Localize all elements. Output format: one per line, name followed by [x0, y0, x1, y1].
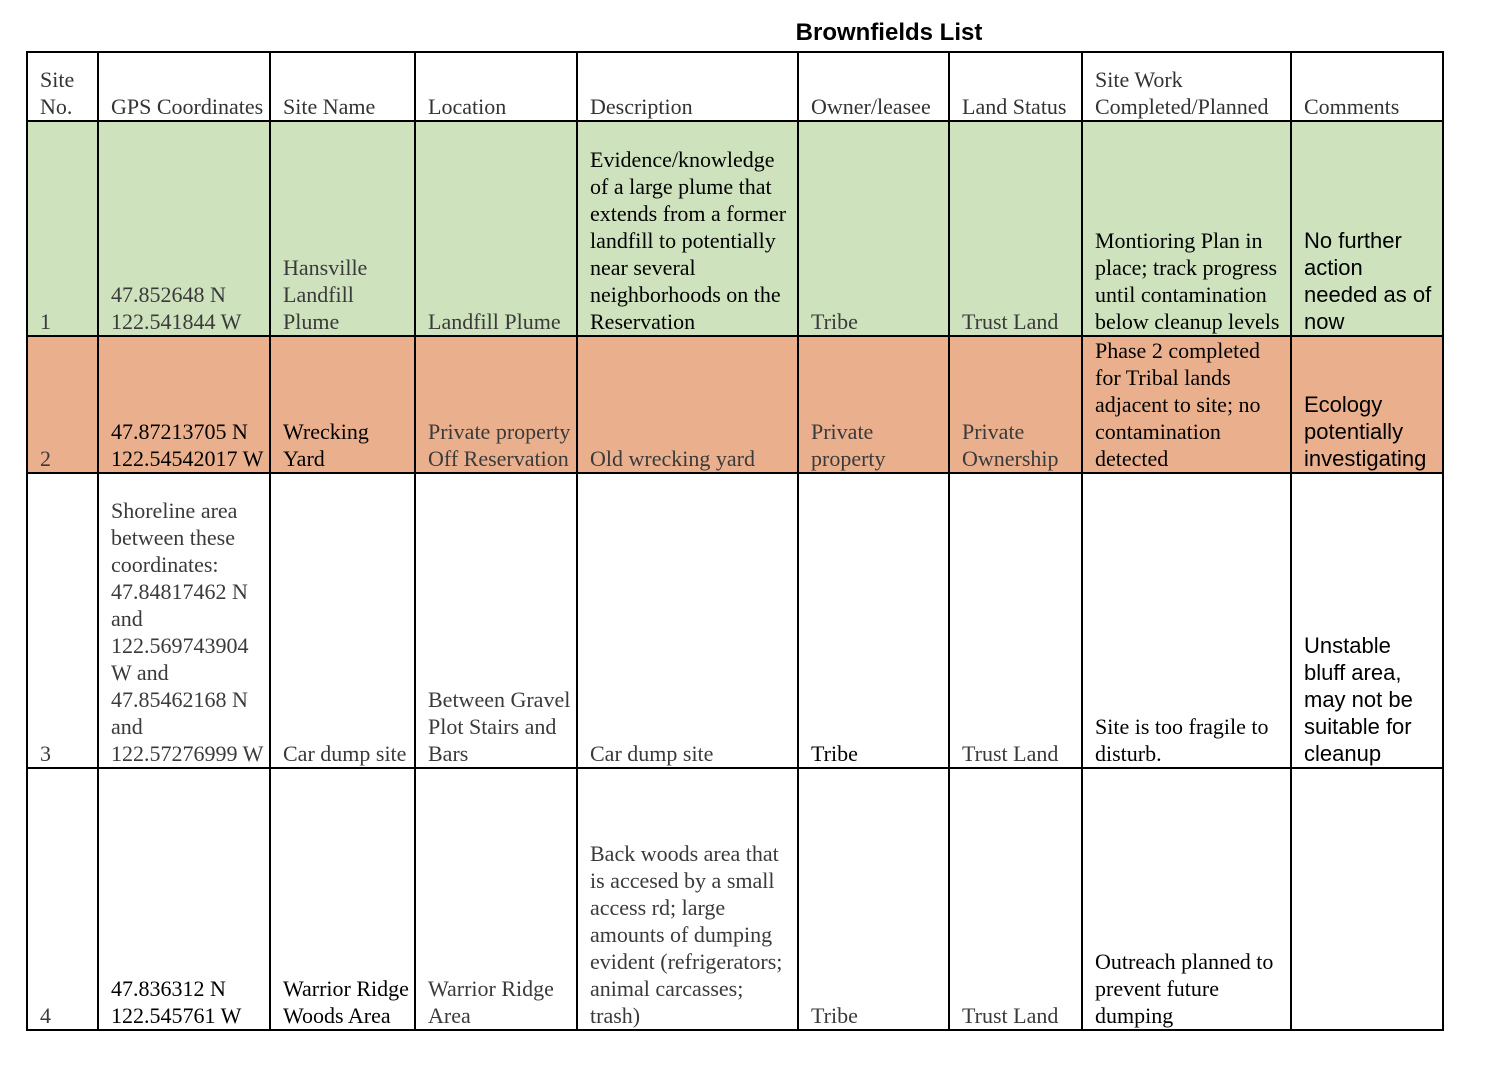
cell-owner: Private property — [798, 336, 949, 473]
header-land-status: Land Status — [949, 52, 1082, 121]
brownfields-table — [26, 51, 1444, 1031]
cell-location: Landfill Plume — [415, 121, 577, 336]
cell-site-name: Warrior Ridge Woods Area — [270, 768, 415, 1030]
cell-land-status: Trust Land — [949, 473, 1082, 768]
header-site-no: Site No. — [27, 52, 98, 121]
cell-comments: Unstable bluff area, may not be suitable for cleanup — [1291, 473, 1443, 768]
cell-description: Old wrecking yard — [577, 336, 798, 473]
cell-site-work: Site is too fragile to disturb. — [1082, 473, 1291, 768]
cell-site-work: Outreach planned to prevent future dumping — [1082, 768, 1291, 1030]
cell-site-no: 1 — [27, 121, 98, 336]
cell-location: Between Gravel Plot Stairs and Bars — [415, 473, 577, 768]
cell-gps: 47.852648 N 122.541844 W — [98, 121, 270, 336]
cell-comments: No further action needed as of now — [1291, 121, 1443, 336]
cell-land-status: Private Ownership — [949, 336, 1082, 473]
cell-owner: Tribe — [798, 121, 949, 336]
cell-comments — [1291, 768, 1443, 1030]
page-title: Brownfields List — [795, 19, 983, 46]
cell-site-name: Hansville Landfill Plume — [270, 121, 415, 336]
header-comments: Comments — [1291, 52, 1443, 121]
cell-description: Back woods area that is accesed by a small access rd; large amounts of dumping evident (refrigerators; animal carcasses; trash) — [577, 768, 798, 1030]
cell-owner: Tribe — [798, 768, 949, 1030]
table-row — [27, 473, 1443, 768]
table-row — [27, 336, 1443, 473]
table-header-row — [27, 52, 1443, 121]
cell-comments: Ecology potentially investigating — [1291, 336, 1443, 473]
cell-site-no: 4 — [27, 768, 98, 1030]
cell-site-name: Car dump site — [270, 473, 415, 768]
cell-site-work: Montioring Plan in place; track progress until contamination below cleanup levels — [1082, 121, 1291, 336]
cell-description: Evidence/knowledge of a large plume that extends from a former landfill to potentially near several neighborhoods on the Reservation — [577, 121, 798, 336]
cell-location: Warrior Ridge Area — [415, 768, 577, 1030]
cell-site-work: Phase 2 completed for Tribal lands adjacent to site; no contamination detected — [1082, 336, 1291, 473]
header-location: Location — [415, 52, 577, 121]
cell-gps: Shoreline area between these coordinates: 47.84817462 N and 122.569743904 W and 47.85462168 N and 122.57276999 W — [98, 473, 270, 768]
header-gps-coordinates: GPS Coordinates — [98, 52, 270, 121]
cell-location: Private property Off Reservation — [415, 336, 577, 473]
table-row — [27, 121, 1443, 336]
cell-description: Car dump site — [577, 473, 798, 768]
header-description: Description — [577, 52, 798, 121]
cell-gps: 47.836312 N 122.545761 W — [98, 768, 270, 1030]
cell-owner: Tribe — [798, 473, 949, 768]
cell-site-no: 3 — [27, 473, 98, 768]
header-site-work: Site Work Completed/Planned — [1082, 52, 1291, 121]
header-owner-leasee: Owner/leasee — [798, 52, 949, 121]
header-site-name: Site Name — [270, 52, 415, 121]
cell-land-status: Trust Land — [949, 121, 1082, 336]
cell-site-no: 2 — [27, 336, 98, 473]
cell-land-status: Trust Land — [949, 768, 1082, 1030]
cell-gps: 47.87213705 N 122.54542017 W — [98, 336, 270, 473]
cell-site-name: Wrecking Yard — [270, 336, 415, 473]
table-row — [27, 768, 1443, 1030]
